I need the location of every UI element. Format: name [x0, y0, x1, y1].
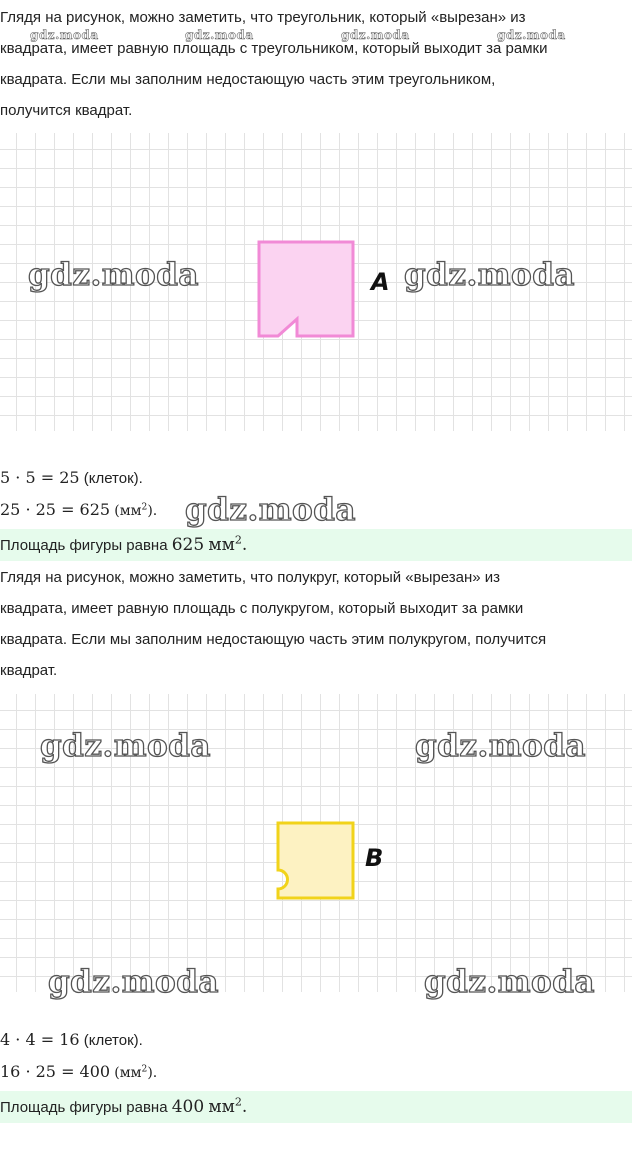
figure-label-a: A: [371, 268, 390, 296]
watermark: gdz.moda: [28, 257, 199, 293]
grid-figure-a: [0, 133, 632, 431]
watermark: gdz.moda: [415, 728, 586, 764]
text-line: квадрата, имеет равную площадь с треугольником, который выходит за рамки: [0, 40, 548, 57]
calc-unit: $(мм^2)$.: [114, 1064, 158, 1081]
calc-expression: 25 · 25 = 625: [0, 500, 111, 519]
watermark: gdz.moda: [185, 28, 254, 42]
calc-expression: 5 · 5 = 25: [0, 468, 80, 487]
result-unit: $мм^2$.: [208, 533, 248, 555]
result-value: 625: [171, 535, 205, 555]
watermark: gdz.moda: [40, 728, 211, 764]
watermark: gdz.moda: [497, 28, 566, 42]
result-value: 400: [171, 1097, 205, 1117]
grid-figure-b: [0, 694, 632, 1000]
calc-expression: 16 · 25 = 400: [0, 1062, 111, 1081]
result-text: Площадь фигуры равна: [0, 537, 168, 554]
watermark: gdz.moda: [404, 257, 575, 293]
result-text: Площадь фигуры равна: [0, 1099, 168, 1116]
watermark: gdz.moda: [30, 28, 99, 42]
watermark: gdz.moda: [424, 964, 595, 1000]
square-with-triangle-cut: [259, 242, 353, 336]
figure-label-b: B: [365, 844, 384, 872]
calc-line-area-2: [0, 1062, 157, 1083]
calc-unit: (клеток).: [83, 1032, 143, 1049]
text-line: получится квадрат.: [0, 102, 133, 119]
calc-expression: 4 · 4 = 16: [0, 1030, 80, 1049]
square-with-semicircle-cut: [278, 823, 353, 898]
watermark: gdz.moda: [341, 28, 410, 42]
calc-unit: (клеток).: [83, 470, 143, 487]
intro-paragraph-2: [0, 562, 632, 686]
text-line: квадрата. Если мы заполним недостающую часть этим полукругом, получится: [0, 631, 547, 648]
watermark: gdz.moda: [185, 492, 356, 528]
text-line: квадрата. Если мы заполним недостающую часть этим треугольником,: [0, 71, 496, 88]
calc-line-cells-2: [0, 1030, 143, 1051]
intro-paragraph-1: [0, 2, 632, 126]
result-box-1: [0, 529, 632, 561]
text-line: Глядя на рисунок, можно заметить, что треугольник, который «вырезан» из: [0, 9, 526, 26]
result-unit: $мм^2$.: [208, 1095, 248, 1117]
calc-unit: $(мм^2)$.: [114, 502, 158, 519]
calc-line-cells-1: [0, 468, 143, 489]
watermark: gdz.moda: [48, 964, 219, 1000]
text-line: квадрат.: [0, 662, 58, 679]
calc-line-area-1: [0, 500, 157, 521]
text-line: Глядя на рисунок, можно заметить, что полукруг, который «вырезан» из: [0, 569, 500, 586]
result-box-2: [0, 1091, 632, 1123]
text-line: квадрата, имеет равную площадь с полукругом, который выходит за рамки: [0, 600, 524, 617]
